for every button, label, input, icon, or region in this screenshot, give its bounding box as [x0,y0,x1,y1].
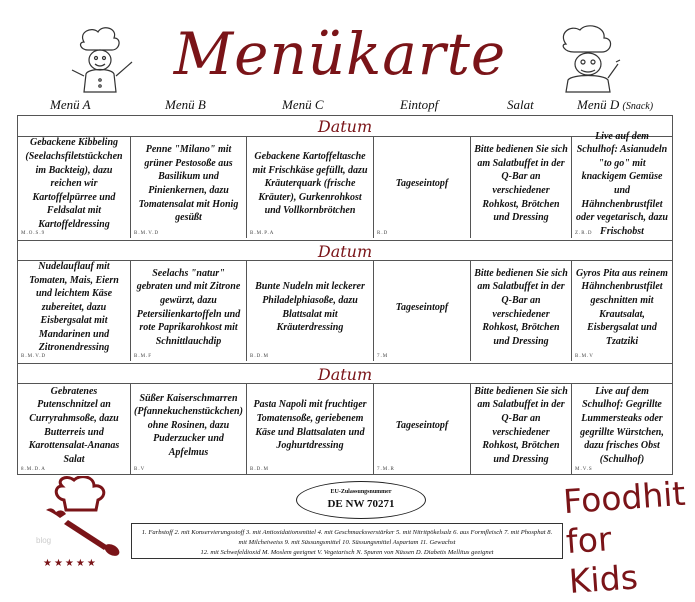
brand-line-1: Foodhit [561,473,687,522]
day-date-label: Datum [18,363,672,384]
allergen-codes: B.M.V.D [134,231,160,236]
chef-hat-spoon-logo [38,476,130,558]
eu-registration-number: DE NW 70271 [327,498,395,510]
allergen-legend-line-2: 12. mit Schwefeldioxid M. Moslem geeignet V. Vegetarisch N. Spuren von Nüssen D. Diabetis Mellitus geeignet [200,549,494,556]
menu-cell-eintopf [374,136,471,238]
menu-cell-b [131,260,247,361]
dish-text: Gyros Pita aus reinem Hähnchenbrustfilet geschnitten mit Krautsalat, Eisbergsalat und Tzatziki [576,267,668,347]
menu-cell-eintopf [374,260,471,361]
watermark-text: blog [36,536,52,545]
dish-text: Gebackene Kibbeling (Seelachsfiletstückchen im Backteig), dazu reichen wir Kartoffelpürree und Feldsalat mit Kartoffeldressing [25,137,123,230]
dish-text: Penne "Milano" mit grüner Pestosoße aus Basilikum und Pinienkernen, dazu Tomatensalat mit Honig gesüßt [138,144,239,224]
column-header-menu-a: Menü A [50,97,91,112]
menu-cell-salat [471,260,572,361]
rating-stars: ★★★★★ [43,558,98,569]
dish-text: Bitte bedienen Sie sich am Salatbuffet in der Q-Bar an verschiedener Rohkost, Brötchen und Dressing [474,144,568,224]
day-row [18,130,672,238]
allergen-codes: B.D.M [250,467,269,472]
chef-right-illustration [548,24,624,94]
column-header-menu-c: Menü C [282,97,324,112]
allergen-codes: 7.M.R [377,467,395,472]
allergen-codes: B.M.V [575,354,594,359]
chef-left-illustration [62,24,142,96]
dish-text: Bitte bedienen Sie sich am Salatbuffet in der Q-Bar an verschiedener Rohkost, Brötchen und Dressing [474,267,568,347]
allergen-codes: 8.M.D.A [21,467,46,472]
allergen-codes: R.D [377,231,389,236]
dish-text: Live auf dem Schulhof: Asianudeln "to go" mit knackigem Gemüse und Hähnchenbrustfilet oder vegetarisch, dazu Frischobst [576,130,668,237]
dish-text: Seelachs "natur" gebraten und mit Zitrone gewürzt, dazu Petersilienkartoffeln und rote Paprikarohkost mit Schnittlauchdip [136,267,241,347]
day-row [18,383,672,474]
allergen-codes: M.V.S [575,467,593,472]
allergen-legend [131,523,563,559]
menu-cell-a [18,383,131,474]
menu-table [17,115,673,475]
allergen-legend-line-1: 1. Farbstoff 2. mit Konservierungsstoff 3. mit Antioxidationsmittel 4. mit Geschmacksverstärker 5. mit Nitritpökelsalz 6. aus Formfleisch 7. mit Phosphat 8. mit Milcheiweiss 9. mit Süssungsmittel 10. Süssungsmittel Aspartam 11. Gewachst [141,529,553,546]
dish-text: Tageseintopf [395,178,449,190]
eu-registration-badge [296,481,426,519]
dish-text: Tageseintopf [395,301,449,313]
dish-text: Nudelauflauf mit Tomaten, Mais, Eiern und leichtem Käse zubereitet, dazu Eisbergsalat mit Mandarinen und Zitronendressing [29,260,119,354]
menu-cell-b [131,136,247,238]
menu-cell-d [572,383,672,474]
column-header-eintopf: Eintopf [400,97,439,112]
allergen-codes: B.M.V.D [21,354,47,359]
brand-logo-text [562,474,690,602]
menu-cell-salat [471,136,572,238]
brand-line-2: for Kids [564,519,640,602]
allergen-codes: B.M.F [134,354,153,359]
dish-text: Pasta Napoli mit fruchtiger Tomatensoße, geriebenem Käse und Blattsalaten und Joghurtdressing [253,399,367,452]
allergen-codes: M.O.S.9 [21,231,46,236]
column-header-menu-b: Menü B [165,97,206,112]
menu-cell-salat [471,383,572,474]
allergen-codes: B.D.M [250,354,269,359]
dish-text: Live auf dem Schulhof: Gegrillte Lummersteaks oder gegrillte Würstchen, dazu frisches Obst (Schulhof) [580,385,664,465]
menu-cell-eintopf [374,383,471,474]
allergen-codes: B.M.P.A [250,231,275,236]
menu-cell-d [572,260,672,361]
allergen-codes: 7.M [377,354,389,359]
column-header-menu-d [577,97,653,113]
dish-text: Bitte bedienen Sie sich am Salatbuffet in der Q-Bar an verschiedener Rohkost, Brötchen und Dressing [474,385,568,465]
dish-text: Tageseintopf [395,419,449,431]
day-date-label: Datum [18,240,672,261]
menu-cell-c [247,136,374,238]
column-header-menu-d-label: Menü D [577,97,620,112]
eu-registration-label: EU-Zulassungsnummer [330,489,392,495]
menu-cell-b [131,383,247,474]
dish-text: Süßer Kaiserschmarren (Pfannekuchenstückchen) ohne Rosinen, dazu Puderzucker und Apfelmus [134,392,243,458]
allergen-codes: Z.R.D [575,231,593,236]
menu-cell-a [18,260,131,361]
menu-cell-c [247,260,374,361]
dish-text: Gebackene Kartoffeltasche mit Frischkäse gefüllt, dazu Kräuterquark (frische Kräuter), Gurkenrohkost und Vollkornbrötchen [252,151,368,217]
menu-cell-c [247,383,374,474]
allergen-codes: B.V [134,467,146,472]
day-date-label: Datum [317,117,373,136]
menu-cell-a [18,136,131,238]
dish-text: Bunte Nudeln mit leckerer Philadelphiasoße, dazu Blattsalat mit Kräuterdressing [255,281,365,334]
menu-cell-d [572,130,672,238]
column-header-salat: Salat [507,97,534,112]
column-header-menu-d-suffix: (Snack) [622,101,654,112]
dish-text: Gebratenes Putenschnitzel an Curryrahmsoße, dazu Butterreis und Karottensalat-Ananas Salat [28,385,120,465]
page-title: Menükarte [173,20,507,88]
day-row [18,260,672,361]
